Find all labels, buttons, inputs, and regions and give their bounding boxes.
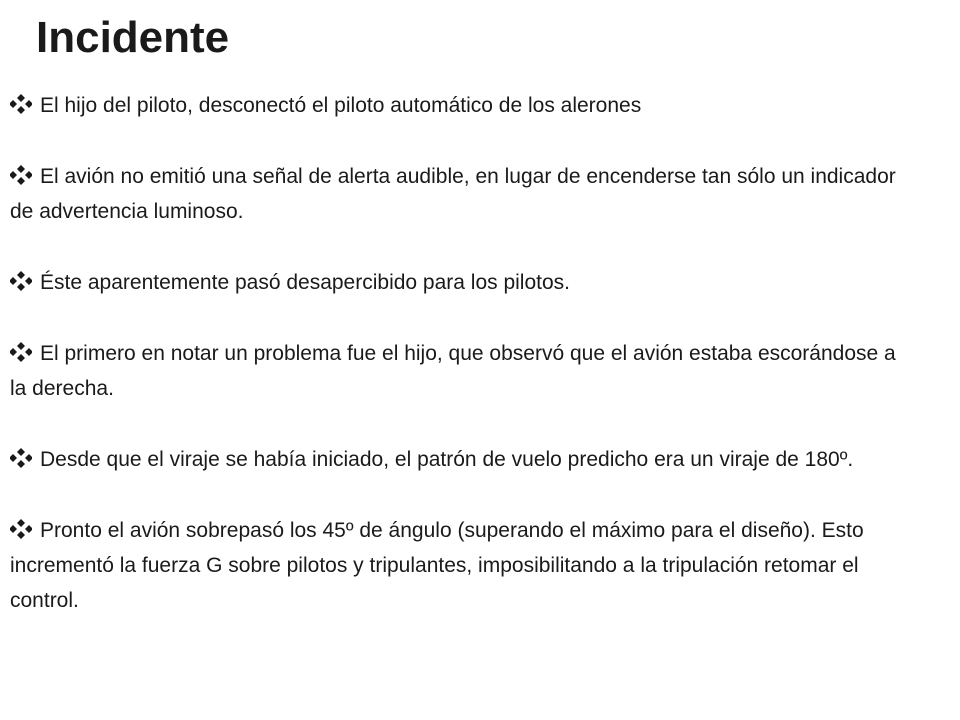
list-item xyxy=(10,513,910,618)
list-item xyxy=(10,265,910,300)
list-item xyxy=(10,442,910,477)
bullet-text: El avión no emitió una señal de alerta audible, en lugar de encenderse tan sólo un indicador de advertencia luminoso. xyxy=(10,165,896,223)
four-diamond-icon xyxy=(10,94,34,114)
list-item xyxy=(10,336,910,406)
bullet-text: Pronto el avión sobrepasó los 45º de ángulo (superando el máximo para el diseño). Esto incrementó la fuerza G sobre pilotos y tripulantes, imposibilitando a la tripulación retomar el control. xyxy=(10,519,864,612)
bullet-text: Desde que el viraje se había iniciado, el patrón de vuelo predicho era un viraje de 180º. xyxy=(40,448,854,471)
bullet-text: Éste aparentemente pasó desapercibido para los pilotos. xyxy=(40,271,571,294)
four-diamond-icon xyxy=(10,342,34,362)
four-diamond-icon xyxy=(10,165,34,185)
four-diamond-icon xyxy=(10,519,34,539)
list-item xyxy=(10,159,910,229)
bullet-text: El primero en notar un problema fue el hijo, que observó que el avión estaba escorándose a la derecha. xyxy=(10,342,896,400)
bullet-list xyxy=(10,88,910,618)
list-item xyxy=(10,88,910,123)
bullet-text: El hijo del piloto, desconectó el piloto automático de los alerones xyxy=(40,94,642,117)
four-diamond-icon xyxy=(10,271,34,291)
four-diamond-icon xyxy=(10,448,34,468)
page-title: Incidente xyxy=(36,13,230,62)
